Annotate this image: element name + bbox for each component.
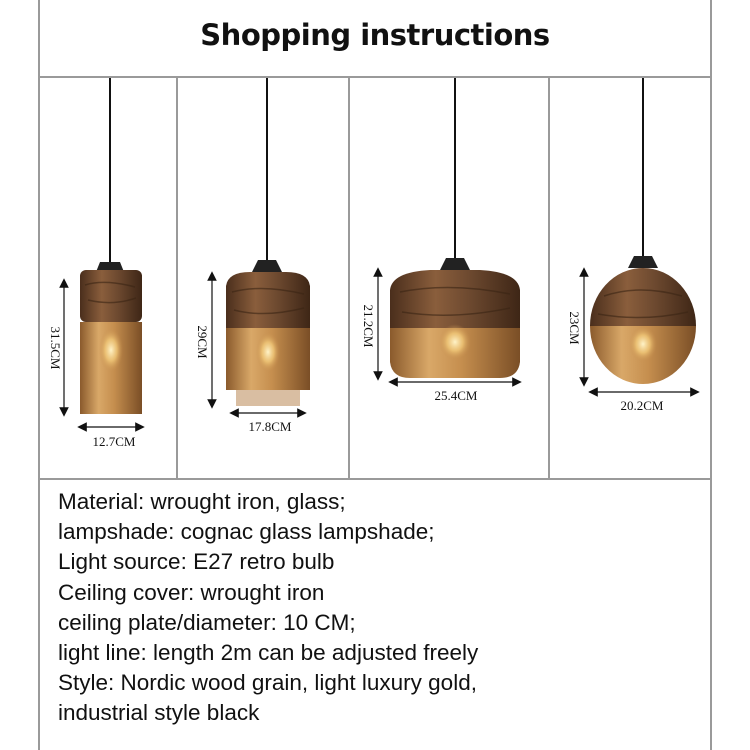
spec-style: Style: Nordic wood grain, light luxury gold, [58,670,477,696]
spec-lampshade: lampshade: cognac glass lampshade; [58,519,435,545]
lamp-4-globe [567,78,696,413]
lamp-4-height-label: 23CM [567,311,582,345]
lamp-3-width-label: 25.4CM [434,388,478,403]
spec-material: Material: wrought iron, glass; [58,489,346,514]
lamp-1-height-label: 31.5CM [48,326,63,370]
spec-style-cont: industrial style black [58,700,260,726]
lamp-2-width-label: 17.8CM [248,419,292,434]
lamp-3-wide [361,78,520,403]
lamp-1-width-label: 12.7CM [92,434,136,449]
lamp-4-width-label: 20.2CM [620,398,664,413]
lamp-3-height-label: 21.2CM [361,304,376,348]
lamp-2-height-label: 29CM [195,325,210,359]
spec-list [58,487,698,729]
lamp-2-jar [195,78,310,434]
page-title: Shopping instructions [200,18,550,52]
spec-light-source: Light source: E27 retro bulb [58,549,335,575]
lamp-1-cylinder [48,78,142,449]
spec-ceiling-plate: ceiling plate/diameter: 10 CM; [58,609,356,635]
spec-light-line: light line: length 2m can be adjusted freely [58,640,479,666]
spec-ceiling-cover: Ceiling cover: wrought iron [58,579,325,605]
